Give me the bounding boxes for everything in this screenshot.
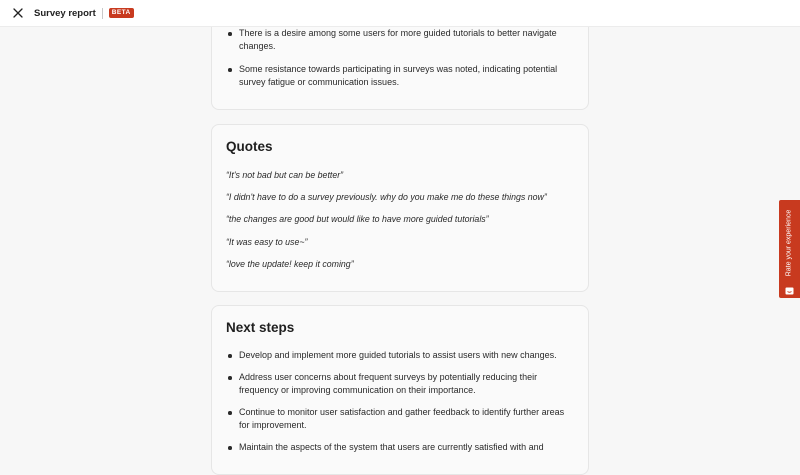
quote-item: “It was easy to use~” <box>226 237 308 247</box>
quote-item: “I didn't have to do a survey previously. why do you make me do these things now” <box>226 192 547 202</box>
title-divider <box>102 8 103 19</box>
list-item: Maintain the aspects of the system that users are currently satisfied with and <box>226 441 566 454</box>
list-item: Address user concerns about frequent surveys by potentially reducing their frequency or improving communication on their importance. <box>226 371 566 397</box>
top-bar <box>0 0 800 27</box>
close-icon[interactable] <box>11 6 25 20</box>
rate-experience-label: Rate your experience <box>785 209 793 277</box>
list-item: Develop and implement more guided tutorials to assist users with new changes. <box>226 349 566 362</box>
findings-list <box>226 27 566 89</box>
next-steps-heading: Next steps <box>226 320 295 335</box>
beta-badge: BETA <box>109 8 134 18</box>
page-title: Survey report <box>34 7 96 19</box>
quote-item: “the changes are good but would like to have more guided tutorials” <box>226 214 489 224</box>
quotes-heading: Quotes <box>226 139 273 154</box>
list-item: Some resistance towards participating in surveys was noted, indicating potential survey fatigue or communication issues. <box>226 63 566 89</box>
quote-item: “love the update! keep it coming” <box>226 259 354 269</box>
list-item: There is a desire among some users for more guided tutorials to better navigate changes. <box>226 27 566 53</box>
rate-experience-tab[interactable] <box>779 200 800 298</box>
quote-item: “It's not bad but can be better” <box>226 170 344 180</box>
next-steps-list <box>226 349 566 454</box>
feedback-icon <box>785 282 794 290</box>
quotes-card <box>211 124 589 292</box>
list-item: Continue to monitor user satisfaction and gather feedback to identify further areas for improvement. <box>226 406 566 432</box>
